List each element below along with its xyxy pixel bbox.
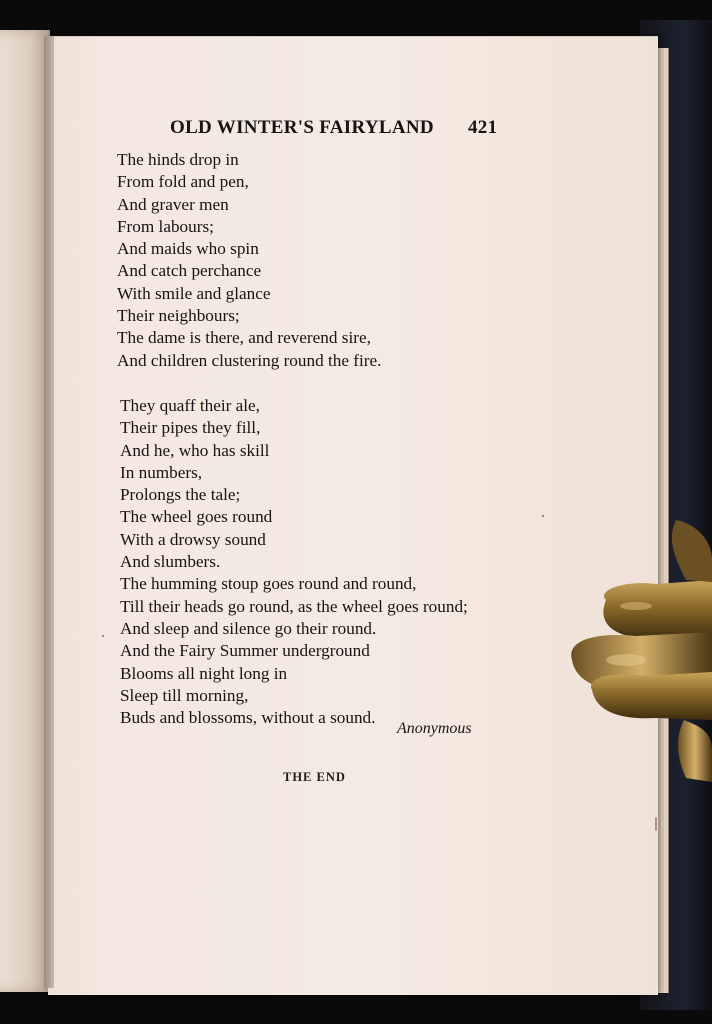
left-page-edge (0, 30, 50, 992)
paper-speck (542, 515, 544, 517)
poem-line: They quaff their ale, (120, 396, 260, 415)
poem-line: And sleep and silence go their round. (120, 618, 377, 638)
poem-line: Buds and blossoms, without a sound. (120, 708, 376, 728)
paper-mark (655, 817, 657, 831)
poem-line: The humming stoup goes round and round, (120, 574, 417, 594)
book-gutter (44, 36, 54, 988)
poem-line: The wheel goes round (120, 507, 273, 527)
poem-line: Till their heads go round, as the wheel goes round; (120, 596, 468, 616)
poem-line: Blooms all night long in (120, 663, 288, 683)
running-title: OLD WINTER'S FAIRYLAND (170, 117, 434, 138)
poem-line: And he, who has skill (120, 440, 270, 460)
poem-attribution: Anonymous (397, 720, 472, 737)
poem-line: And children clustering round the fire. (117, 350, 382, 370)
poem-line: Prolongs the tale; (120, 485, 241, 505)
stanza-1 (117, 149, 381, 372)
poem-line: With a drowsy sound (120, 529, 266, 549)
poem-line: Their pipes they fill, (120, 418, 261, 438)
page-number: 421 (468, 117, 498, 138)
paper-speck (102, 635, 104, 637)
book-page (48, 36, 658, 995)
poem-line: With smile and glance (117, 283, 271, 303)
poem-line: And slumbers. (120, 552, 221, 572)
poem-line: And graver men (117, 194, 229, 214)
stanza-2 (120, 395, 468, 729)
poem-line: Their neighbours; (117, 306, 240, 326)
poem-line: From fold and pen, (117, 172, 249, 192)
brass-clip-icon (566, 520, 712, 790)
poem-line: And maids who spin (117, 239, 259, 259)
poem-line: The dame is there, and reverend sire, (117, 328, 371, 348)
poem-line: And catch perchance (117, 261, 262, 281)
poem-line: Sleep till morning, (120, 685, 249, 705)
poem-line: And the Fairy Summer underground (120, 641, 370, 661)
poem-line: From labours; (117, 216, 214, 236)
page-header (170, 117, 550, 145)
poem-line: In numbers, (120, 462, 203, 482)
poem-line: The hinds drop in (117, 150, 239, 169)
the-end-label: THE END (283, 770, 346, 784)
